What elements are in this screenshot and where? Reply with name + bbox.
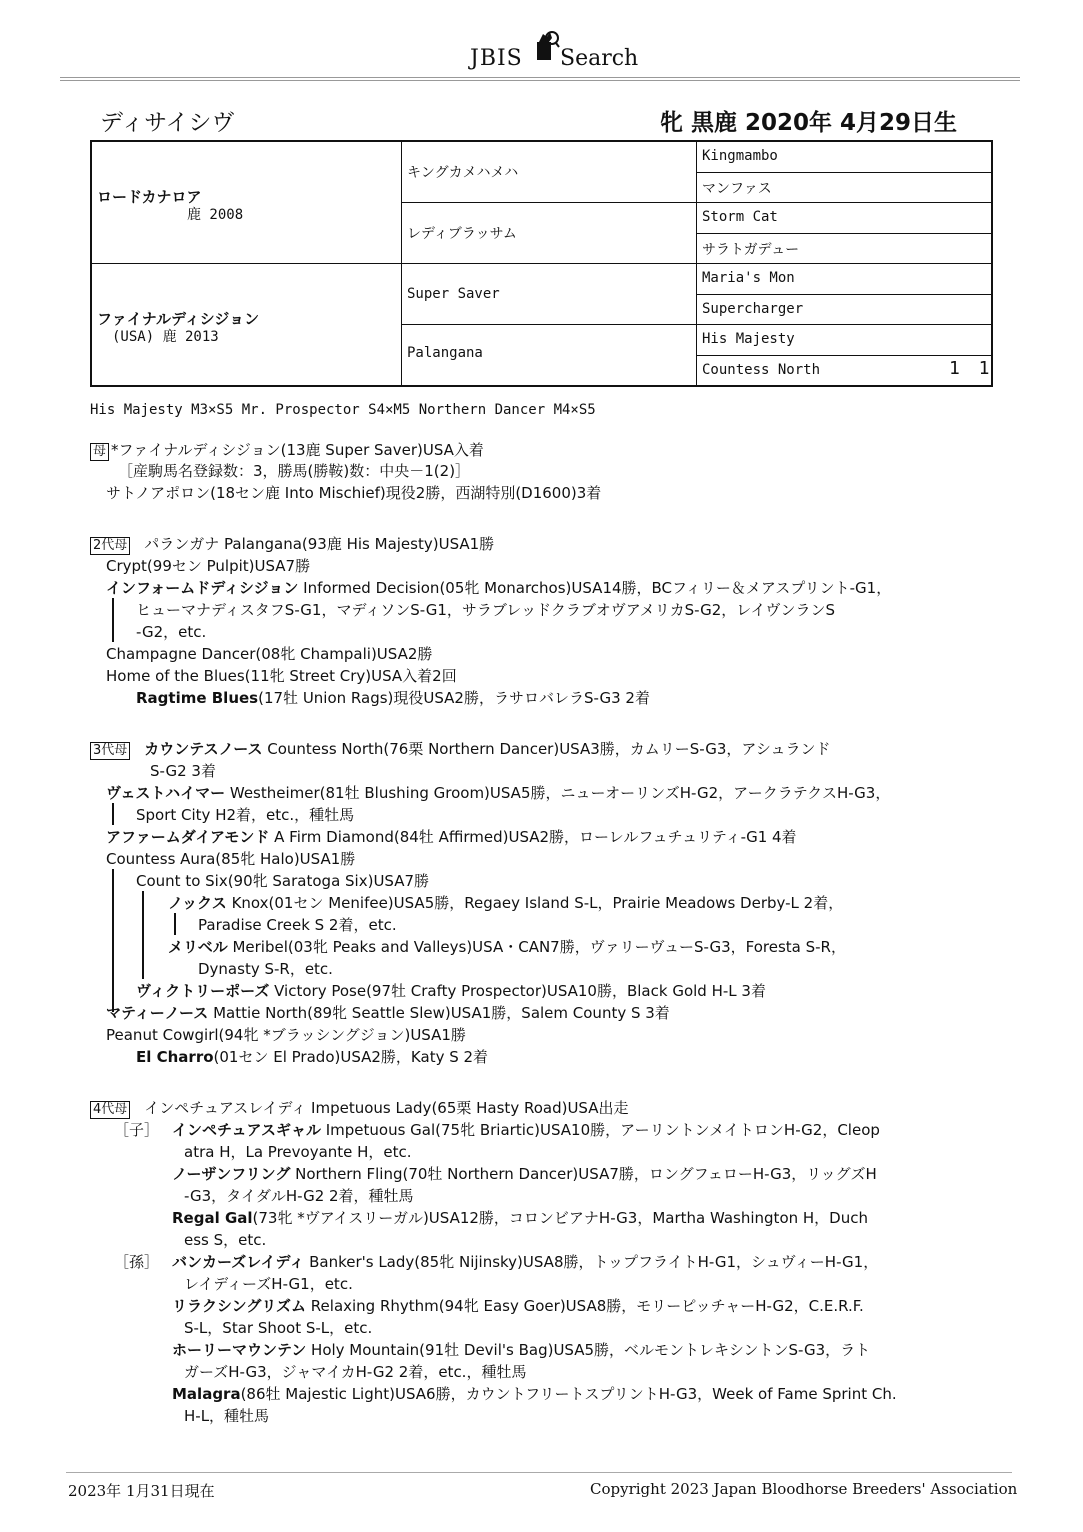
progeny-line: ess S，etc.: [184, 1231, 267, 1249]
progeny-name: ヴェストハイマー: [106, 784, 226, 802]
progeny-name: アファームダイアモンド: [106, 828, 270, 846]
progeny-line: Champagne Dancer(08牝 Champali)USA2勝: [106, 645, 433, 663]
progeny-line: Peanut Cowgirl(94牝 *ブラッシングジョン)USA1勝: [106, 1026, 466, 1044]
header-rule: [60, 77, 1020, 78]
tree-bar: [142, 891, 144, 979]
progeny-line: Countess Aura(85牝 Halo)USA1勝: [106, 850, 356, 868]
gen3-cell: [697, 325, 991, 356]
progeny-name: ホーリーマウンテン: [172, 1341, 307, 1359]
gen2-name: キングカメハメハ: [407, 165, 519, 181]
gen2-cell: [402, 264, 697, 325]
progeny-name: インペチュアスギャル: [172, 1121, 321, 1139]
progeny-name: Ragtime Blues: [136, 689, 259, 707]
progeny-name: ヴィクトリーポーズ: [136, 982, 270, 1000]
progeny-line: Regal Gal(73牝 *ヴアイスリーガル)USA12勝，コロンビアナH-G3，Martha Washington H，Duch: [172, 1209, 868, 1227]
generation-label-grandchildren: ［孫］: [114, 1253, 160, 1271]
sire-name: ロードカナロア: [97, 188, 202, 206]
tree-bar: [112, 598, 114, 642]
gen3-dam-line: 3代母 カウンテスノース Countess North(76栗 Northern Dancer)USA3勝，カムリーS-G3，アシュランド: [90, 739, 831, 760]
logo-text-jbis: JBIS: [470, 46, 523, 71]
progeny-line: ホーリーマウンテン Holy Mountain(91牡 Devil's Bag)USA5勝，ベルモントレキシントンS-G3，ラト: [172, 1341, 871, 1359]
sire-cell: [92, 142, 402, 264]
gen3-name: Storm Cat: [702, 209, 778, 225]
gen2-name: Super Saver: [407, 286, 500, 302]
gen3-name: サラトガデュー: [702, 242, 800, 258]
progeny-line: Sport City H2着，etc.，種牡馬: [136, 806, 355, 824]
gen2-cell: [402, 142, 697, 203]
progeny-line: アファームダイアモンド A Firm Diamond(84牡 Affirmed)USA2勝，ローレルフュチュリティ-G1 4着: [106, 828, 797, 846]
dam-tag: 母: [90, 443, 109, 461]
logo-text-search: Search: [560, 46, 639, 71]
gen3-name: マンファス: [702, 181, 772, 197]
progeny-line: -G3，タイダルH-G2 2着，種牡馬: [184, 1187, 414, 1205]
dam-progeny-stats: ［産駒馬名登録数：3，勝馬(勝鞍)数：中央－1(2)］: [118, 462, 471, 480]
tree-bar: [112, 869, 114, 1012]
gen4-dam-text: インペチュアスレイディ Impetuous Lady(65栗 Hasty Road)USA出走: [144, 1099, 629, 1117]
progeny-line: Count to Six(90牝 Saratoga Six)USA7勝: [136, 872, 430, 890]
gen3-cell: [697, 295, 991, 325]
progeny-line: Paradise Creek S 2着，etc.: [198, 916, 397, 934]
pedigree-table: [90, 140, 993, 387]
gen3-cell: [697, 264, 991, 295]
progeny-line: リラクシングリズム Relaxing Rhythm(94牝 Easy Goer)USA8勝，モリーピッチャーH-G2，C.E.R.F.: [172, 1297, 864, 1315]
tree-bar: [174, 913, 176, 935]
gen3-cell: [697, 142, 991, 173]
horse-magnifier-icon: [534, 28, 560, 62]
progeny-line: ヒューマナディスタフS-G1，マディソンS-G1，サラブレッドクラブオヴアメリカS-G2，レイヴンランS: [136, 601, 836, 619]
gen3-cell: [697, 173, 991, 203]
gen3-name: Supercharger: [702, 301, 804, 317]
gen3-name: Kingmambo: [702, 148, 778, 164]
progeny-line: Dynasty S-R，etc.: [198, 960, 333, 978]
gen2-dam-line: [90, 534, 494, 555]
footer-copyright: Copyright 2023 Japan Bloodhorse Breeders' Association: [590, 1480, 1018, 1498]
progeny-line: El Charro(01セン El Prado)USA2勝，Katy S 2着: [136, 1048, 489, 1066]
header-rule-2: [60, 80, 1020, 81]
progeny-name: リラクシングリズム: [172, 1297, 307, 1315]
dam-cell: [92, 264, 402, 385]
progeny-line: Crypt(99セン Pulpit)USA7勝: [106, 557, 311, 575]
progeny-line: H-L，種牡馬: [184, 1407, 270, 1425]
progeny-name: ノックス: [168, 894, 227, 912]
gen3-name: Countess North: [702, 362, 821, 378]
family-number: 1 1: [949, 358, 994, 379]
horse-name: ディサイシヴ: [100, 110, 235, 136]
dam-detail: (USA) 鹿 2013: [112, 329, 219, 345]
dam-line: [90, 440, 484, 461]
dam-name: ファイナルディシジョン: [97, 310, 260, 328]
sire-detail: 鹿 2008: [187, 207, 244, 223]
progeny-line: ノックス Knox(01セン Menifee)USA5勝，Regaey Island S-L，Prairie Meadows Derby-L 2着，: [168, 894, 844, 912]
progeny-name: インフォームドディシジョン: [106, 579, 299, 597]
progeny-name: ノーザンフリング: [172, 1165, 291, 1183]
progeny-line: ガーズH-G3，ジャマイカH-G2 2着，etc.，種牡馬: [184, 1363, 527, 1381]
progeny-name: El Charro: [136, 1048, 214, 1066]
progeny-line: レイディーズH-G1，etc.: [184, 1275, 353, 1293]
progeny-line: バンカーズレイディ Banker's Lady(85牝 Nijinsky)USA8勝，トップフライトH-G1，シュヴィーH-G1，: [172, 1253, 879, 1271]
progeny-line: ヴィクトリーポーズ Victory Pose(97牡 Crafty Prospector)USA10勝，Black Gold H-L 3着: [136, 982, 766, 1000]
gen3-dam-name: カウンテスノース: [144, 740, 263, 758]
progeny-line: S-L，Star Shoot S-L，etc.: [184, 1319, 373, 1337]
progeny-line: インフォームドディシジョン Informed Decision(05牝 Monarchos)USA14勝，BCフィリー＆メアスプリント-G1，: [106, 579, 892, 597]
gen3-name: Maria's Mon: [702, 270, 795, 286]
jbis-search-logo: [470, 20, 640, 75]
progeny-line: S-G2 3着: [150, 762, 216, 780]
gen3-cell: [697, 234, 991, 264]
progeny-line: メリベル Meribel(03牝 Peaks and Valleys)USA・CAN7勝，ヴァリーヴューS-G3，Foresta S-R，: [168, 938, 846, 956]
gen3-name: His Majesty: [702, 331, 795, 347]
gen3-tag: 3代母: [90, 742, 130, 760]
gen2-name: レディブラッサム: [407, 226, 517, 242]
gen2-dam-text: パランガナ Palangana(93鹿 His Majesty)USA1勝: [144, 535, 495, 553]
progeny-line: Home of the Blues(11牝 Street Cry)USA入着2回: [106, 667, 457, 685]
progeny-line: ヴェストハイマー Westheimer(81牡 Blushing Groom)USA5勝，ニューオーリンズH-G2，アークラテクスH-G3，: [106, 784, 891, 802]
progeny-line: atra H，La Prevoyante H，etc.: [184, 1143, 412, 1161]
inbreeding-line: His Majesty M3×S5 Mr. Prospector S4×M5 Northern Dancer M4×S5: [90, 402, 596, 418]
gen2-cell: [402, 203, 697, 264]
progeny-name: Regal Gal: [172, 1209, 253, 1227]
progeny-line: ノーザンフリング Northern Fling(70牡 Northern Dancer)USA7勝，ロングフェローH-G3，リッグズH: [172, 1165, 877, 1183]
progeny-line: Malagra(86牡 Majestic Light)USA6勝，カウントフリートスプリントH-G3，Week of Fame Sprint Ch.: [172, 1385, 897, 1403]
generation-label-children: ［子］: [114, 1121, 160, 1139]
progeny-line: -G2，etc.: [136, 623, 207, 641]
progeny-name: Malagra: [172, 1385, 241, 1403]
progeny-line: インペチュアスギャル Impetuous Gal(75牝 Briartic)USA10勝，アーリントンメイトロンH-G2，Cleop: [172, 1121, 880, 1139]
progeny-name: バンカーズレイディ: [172, 1253, 305, 1271]
dam-text: *ファイナルディシジョン(13鹿 Super Saver)USA入着: [111, 441, 484, 459]
progeny-line: Ragtime Blues(17牡 Union Rags)現役USA2勝，ラサロバレラS-G3 2着: [136, 689, 650, 707]
progeny-line: マティーノース Mattie North(89牝 Seattle Slew)USA1勝，Salem County S 3着: [106, 1004, 670, 1022]
gen4-tag: 4代母: [90, 1101, 130, 1119]
gen3-cell: [697, 356, 994, 385]
footer-date: 2023年 1月31日現在: [68, 1482, 215, 1500]
gen2-name: Palangana: [407, 345, 483, 361]
footer-rule: [66, 1472, 1012, 1473]
gen4-dam-line: [90, 1098, 629, 1119]
progeny-name: メリベル: [168, 938, 228, 956]
gen2-cell: [402, 325, 697, 385]
tree-bar: [112, 803, 114, 825]
gen3-cell: [697, 203, 991, 234]
progeny-name: マティーノース: [106, 1004, 209, 1022]
dam-progeny: サトノアポロン(18セン鹿 Into Mischief)現役2勝，西湖特別(D1600)3着: [106, 484, 602, 502]
gen2-tag: 2代母: [90, 537, 130, 555]
horse-info: 牝 黒鹿 2020年 4月29日生: [660, 110, 958, 136]
